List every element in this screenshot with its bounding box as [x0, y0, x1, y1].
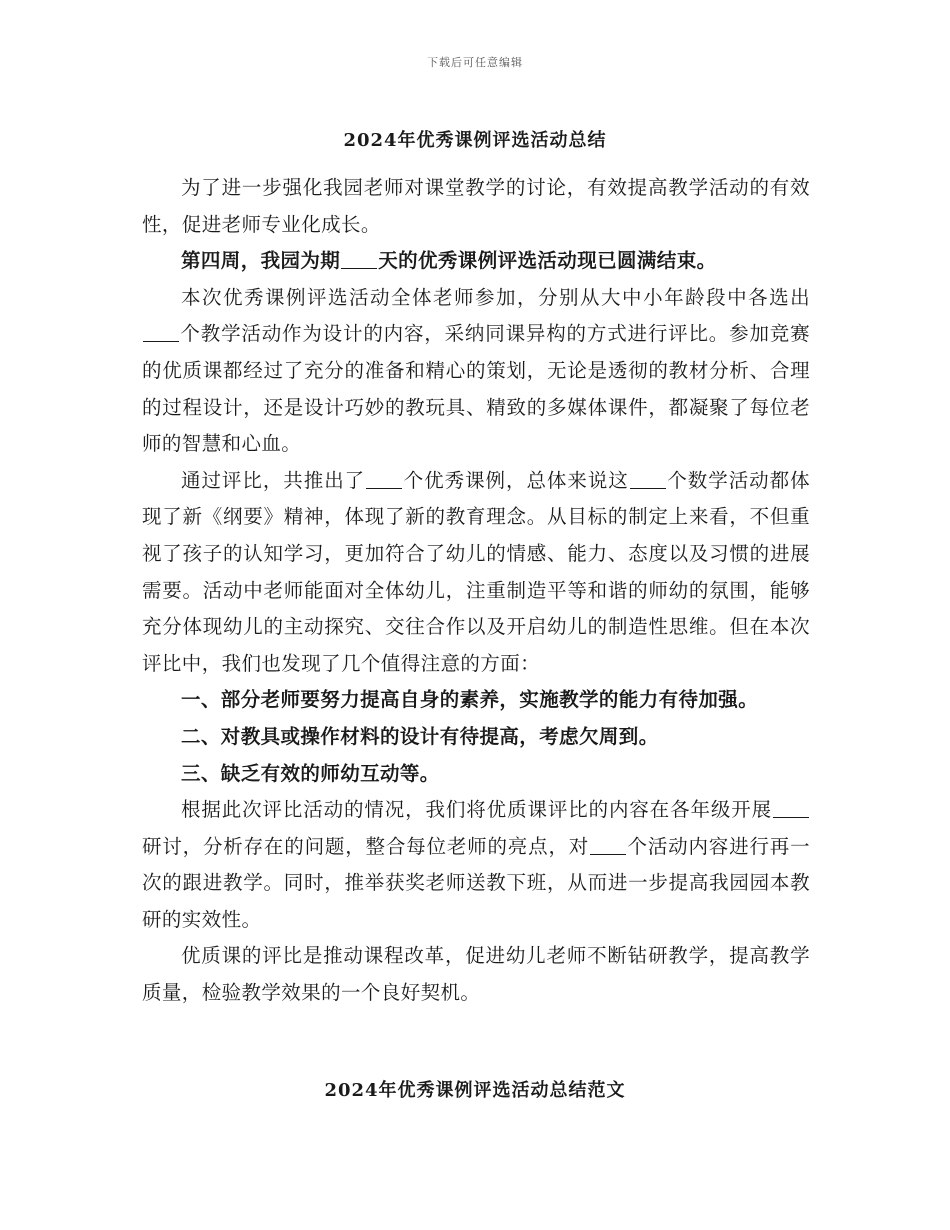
paragraph-intro: 为了进一步强化我园老师对课堂教学的讨论，有效提高教学活动的有效性，促进老师专业化成长。	[142, 176, 810, 236]
text-segment: 本次优秀课例评选活动全体老师参加，分别从大中小年龄段中各选出	[181, 285, 810, 309]
text-segment: 个优秀课例，总体来说这	[403, 468, 629, 492]
text-segment: 第四周，我园为期	[181, 249, 341, 273]
fill-blank	[773, 799, 809, 818]
paragraph-conclusion: 优质课的评比是推动课程改革，促进幼儿老师不断钻研教学，提高教学质量，检验教学效果的一个良好契机。	[142, 944, 810, 1005]
fill-blank	[143, 323, 179, 342]
fill-blank	[590, 836, 626, 855]
fill-blank	[341, 250, 377, 269]
document-title: 2024年优秀课例评选活动总结	[343, 130, 607, 151]
fill-blank	[630, 470, 666, 489]
point-one: 一、部分老师要努力提高自身的素养，实施教学的能力有待加强。	[181, 688, 759, 712]
header-note: 下载后可任意编辑	[427, 56, 523, 69]
text-segment: 个教学活动作为设计的内容，采纳同课异构的方式进行评比。参加竞赛的优质课都经过了充分的准备和精心的策划，无论是透彻的教材分析、合理的过程设计，还是设计巧妙的教玩具、精致的多媒体课件，都凝聚了每位老师的智慧和心血。	[142, 322, 810, 456]
paragraph-activity	[142, 280, 810, 463]
paragraph-evaluation	[142, 463, 810, 683]
text-segment: 个活动内容进行再一次的跟进教学。同时，推举获奖老师送教下班，从而进一步提高我园园本教研的实效性。	[142, 834, 810, 931]
text-segment: 根据此次评比活动的情况，我们将优质课评比的内容在各年级开展	[181, 798, 772, 822]
paragraph-followup	[142, 792, 810, 938]
paragraph-announcement	[142, 243, 810, 280]
text-segment: 天的优秀课例评选活动现已圆满结束。	[378, 249, 717, 273]
point-three: 三、缺乏有效的师幼互动等。	[181, 761, 440, 785]
text-segment: 研讨，分析存在的问题，整合每位老师的亮点，对	[142, 834, 590, 858]
document-body	[142, 170, 810, 1012]
fill-blank	[366, 470, 402, 489]
section-title: 2024年优秀课例评选活动总结范文	[324, 1080, 626, 1101]
point-two: 二、对教具或操作材料的设计有待提高，考虑欠周到。	[181, 724, 659, 748]
text-segment: 通过评比，共推出了	[181, 468, 366, 492]
text-segment: 个数学活动都体现了新《纲要》精神，体现了新的教育理念。从目标的制定上来看，不但重视了孩子的认知学习，更加符合了幼儿的情感、能力、态度以及习惯的进展需要。活动中老师能面对全体幼儿，注重制造平等和谐的师幼的氛围，能够充分体现幼儿的主动探究、交往合作以及开启幼儿的制造性思维。但在本次评比中，我们也发现了几个值得注意的方面：	[142, 468, 810, 675]
